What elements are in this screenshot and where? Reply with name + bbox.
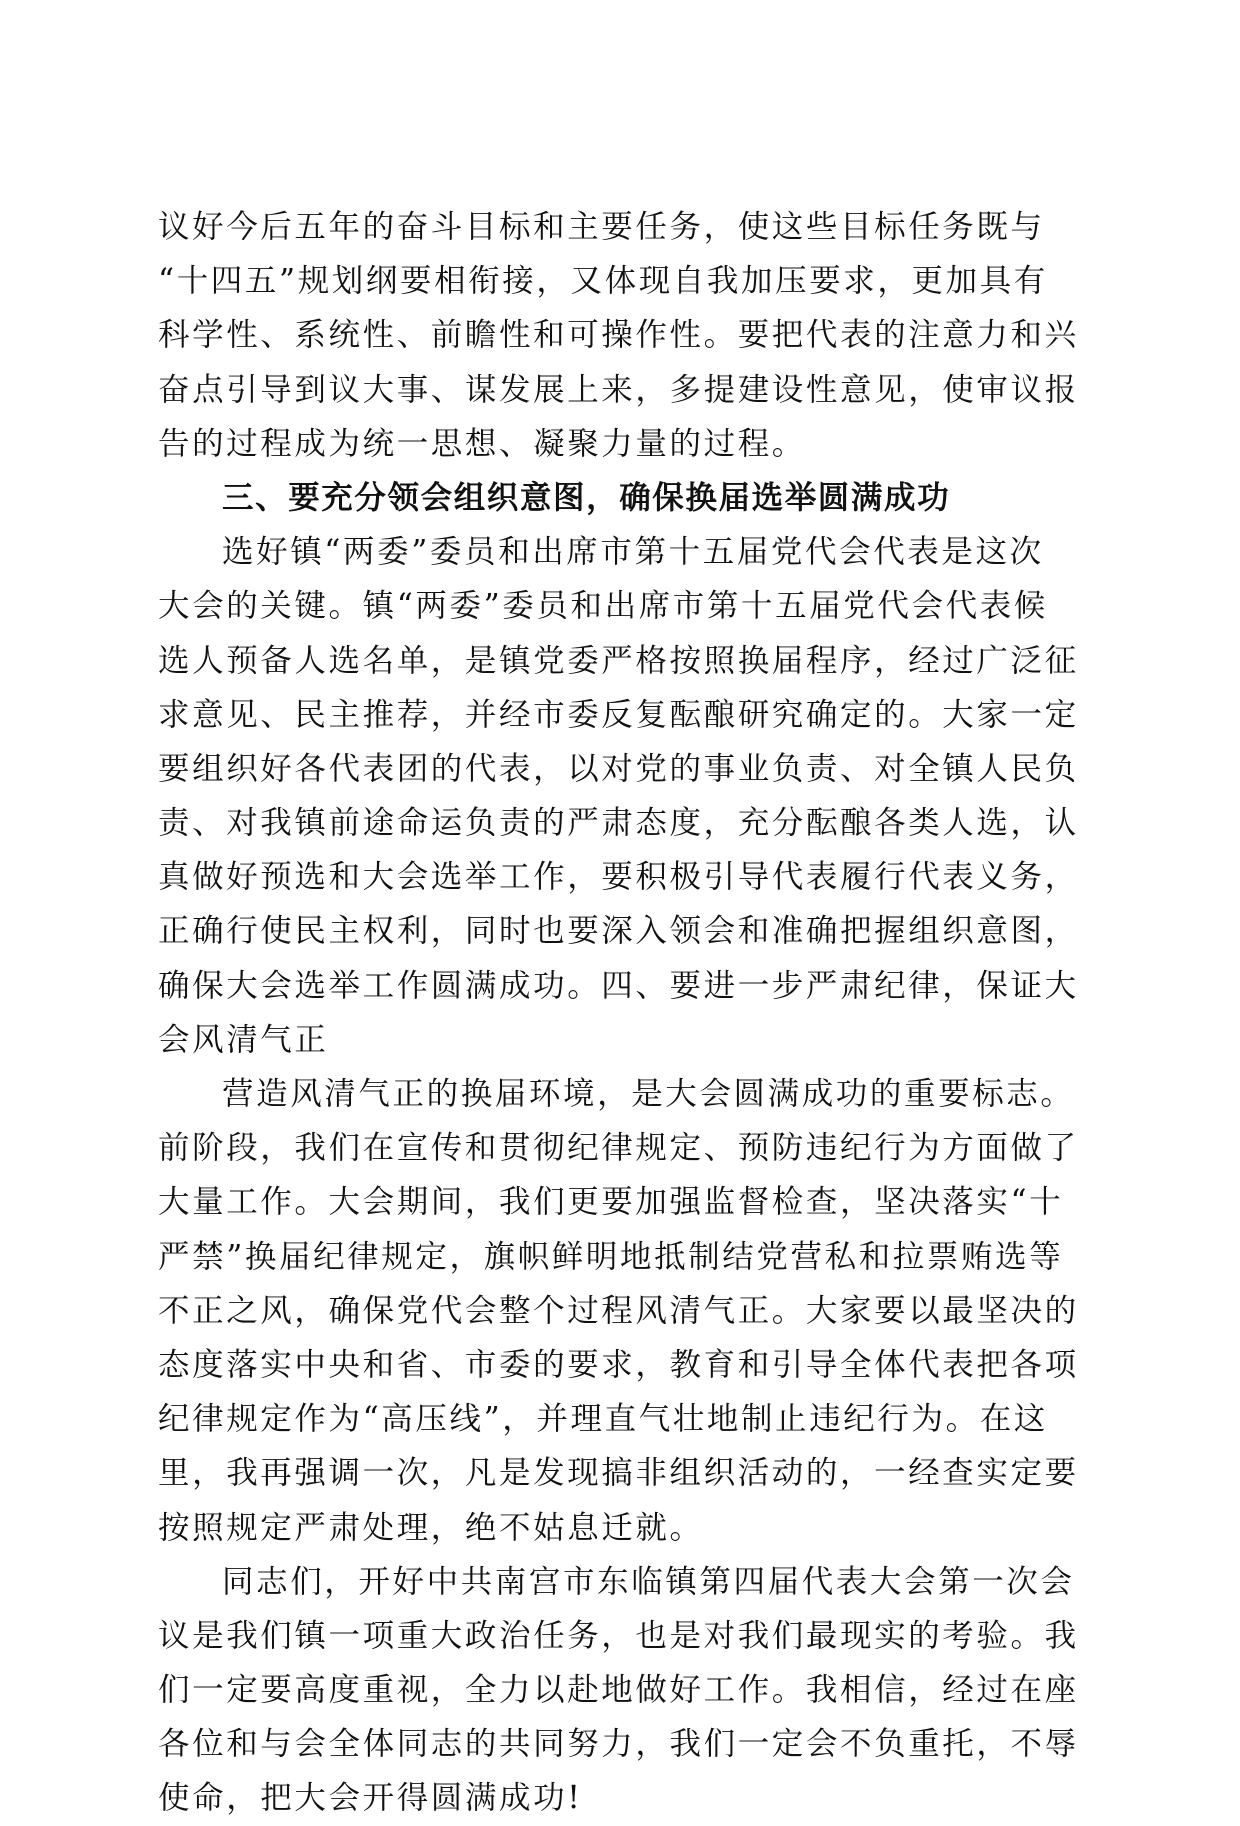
body-line: 议好今后五年的奋斗目标和主要任务，使这些目标任务既与 (158, 209, 1045, 245)
body-line: 议是我们镇一项重大政治任务，也是对我们最现实的考验。我 (158, 1617, 1079, 1654)
body-line: 同志们，开好中共南宫市东临镇第四届代表大会第一次会 (222, 1563, 1075, 1600)
body-line: 会风清气正 (158, 1021, 329, 1058)
body-line: 选好镇“两委”委员和出席市第十五届党代会代表是这次 (222, 534, 1044, 571)
body-line: 纪律规定作为“高压线”，并理直气壮地制止违纪行为。在这 (158, 1401, 1048, 1438)
body-line: 告的过程成为统一思想、凝聚力量的过程。 (158, 425, 806, 462)
body-line: 大量工作。大会期间，我们更要加强监督检查，坚决落实“十 (158, 1184, 1064, 1221)
body-line: 各位和与会全体同志的共同努力，我们一定会不负重托，不辱 (158, 1726, 1079, 1763)
body-line: 选人预备人选名单，是镇党委严格按照换届程序，经过广泛征 (158, 642, 1079, 679)
body-line: 不正之风，确保党代会整个过程风清气正。大家要以最坚决的 (158, 1292, 1079, 1329)
body-line: 严禁”换届纪律规定，旗帜鲜明地抵制结党营私和拉票贿选等 (158, 1238, 1064, 1275)
body-line: 营造风清气正的换届环境，是大会圆满成功的重要标志。 (222, 1076, 1075, 1112)
body-line: 大会的关键。镇“两委”委员和出席市第十五届党代会代表候 (158, 588, 1048, 625)
body-line: 里，我再强调一次，凡是发现搞非组织活动的，一经查实定要 (158, 1455, 1079, 1492)
body-line: 确保大会选举工作圆满成功。四、要进一步严肃纪律，保证大 (158, 967, 1079, 1004)
body-line: 求意见、民主推荐，并经市委反复酝酿研究确定的。大家一定 (158, 696, 1079, 733)
document-body (158, 200, 1078, 1826)
body-line: 前阶段，我们在宣传和贯彻纪律规定、预防违纪行为方面做了 (158, 1130, 1079, 1167)
body-line: “十四五”规划纲要相衔接，又体现自我加压要求，更加具有 (158, 263, 1048, 300)
body-line: 按照规定严肃处理，绝不姑息迁就。 (158, 1509, 704, 1546)
body-line: 科学性、系统性、前瞻性和可操作性。要把代表的注意力和兴 (158, 317, 1079, 354)
body-line: 要组织好各代表团的代表，以对党的事业负责、对全镇人民负 (158, 750, 1079, 787)
body-line: 奋点引导到议大事、谋发展上来，多提建设性意见，使审议报 (158, 371, 1079, 408)
body-line: 态度落实中央和省、市委的要求，教育和引导全体代表把各项 (158, 1346, 1079, 1383)
body-line: 们一定要高度重视，全力以赴地做好工作。我相信，经过在座 (158, 1672, 1079, 1709)
body-line: 使命，把大会开得圆满成功! (158, 1780, 583, 1817)
section-three-heading: 三、要充分领会组织意图，确保换届选举圆满成功 (222, 479, 951, 516)
body-line: 真做好预选和大会选举工作，要积极引导代表履行代表义务， (158, 859, 1079, 896)
body-line: 正确行使民主权利，同时也要深入领会和准确把握组织意图， (158, 913, 1079, 950)
body-line: 责、对我镇前途命运负责的严肃态度，充分酝酿各类人选，认 (158, 805, 1079, 842)
